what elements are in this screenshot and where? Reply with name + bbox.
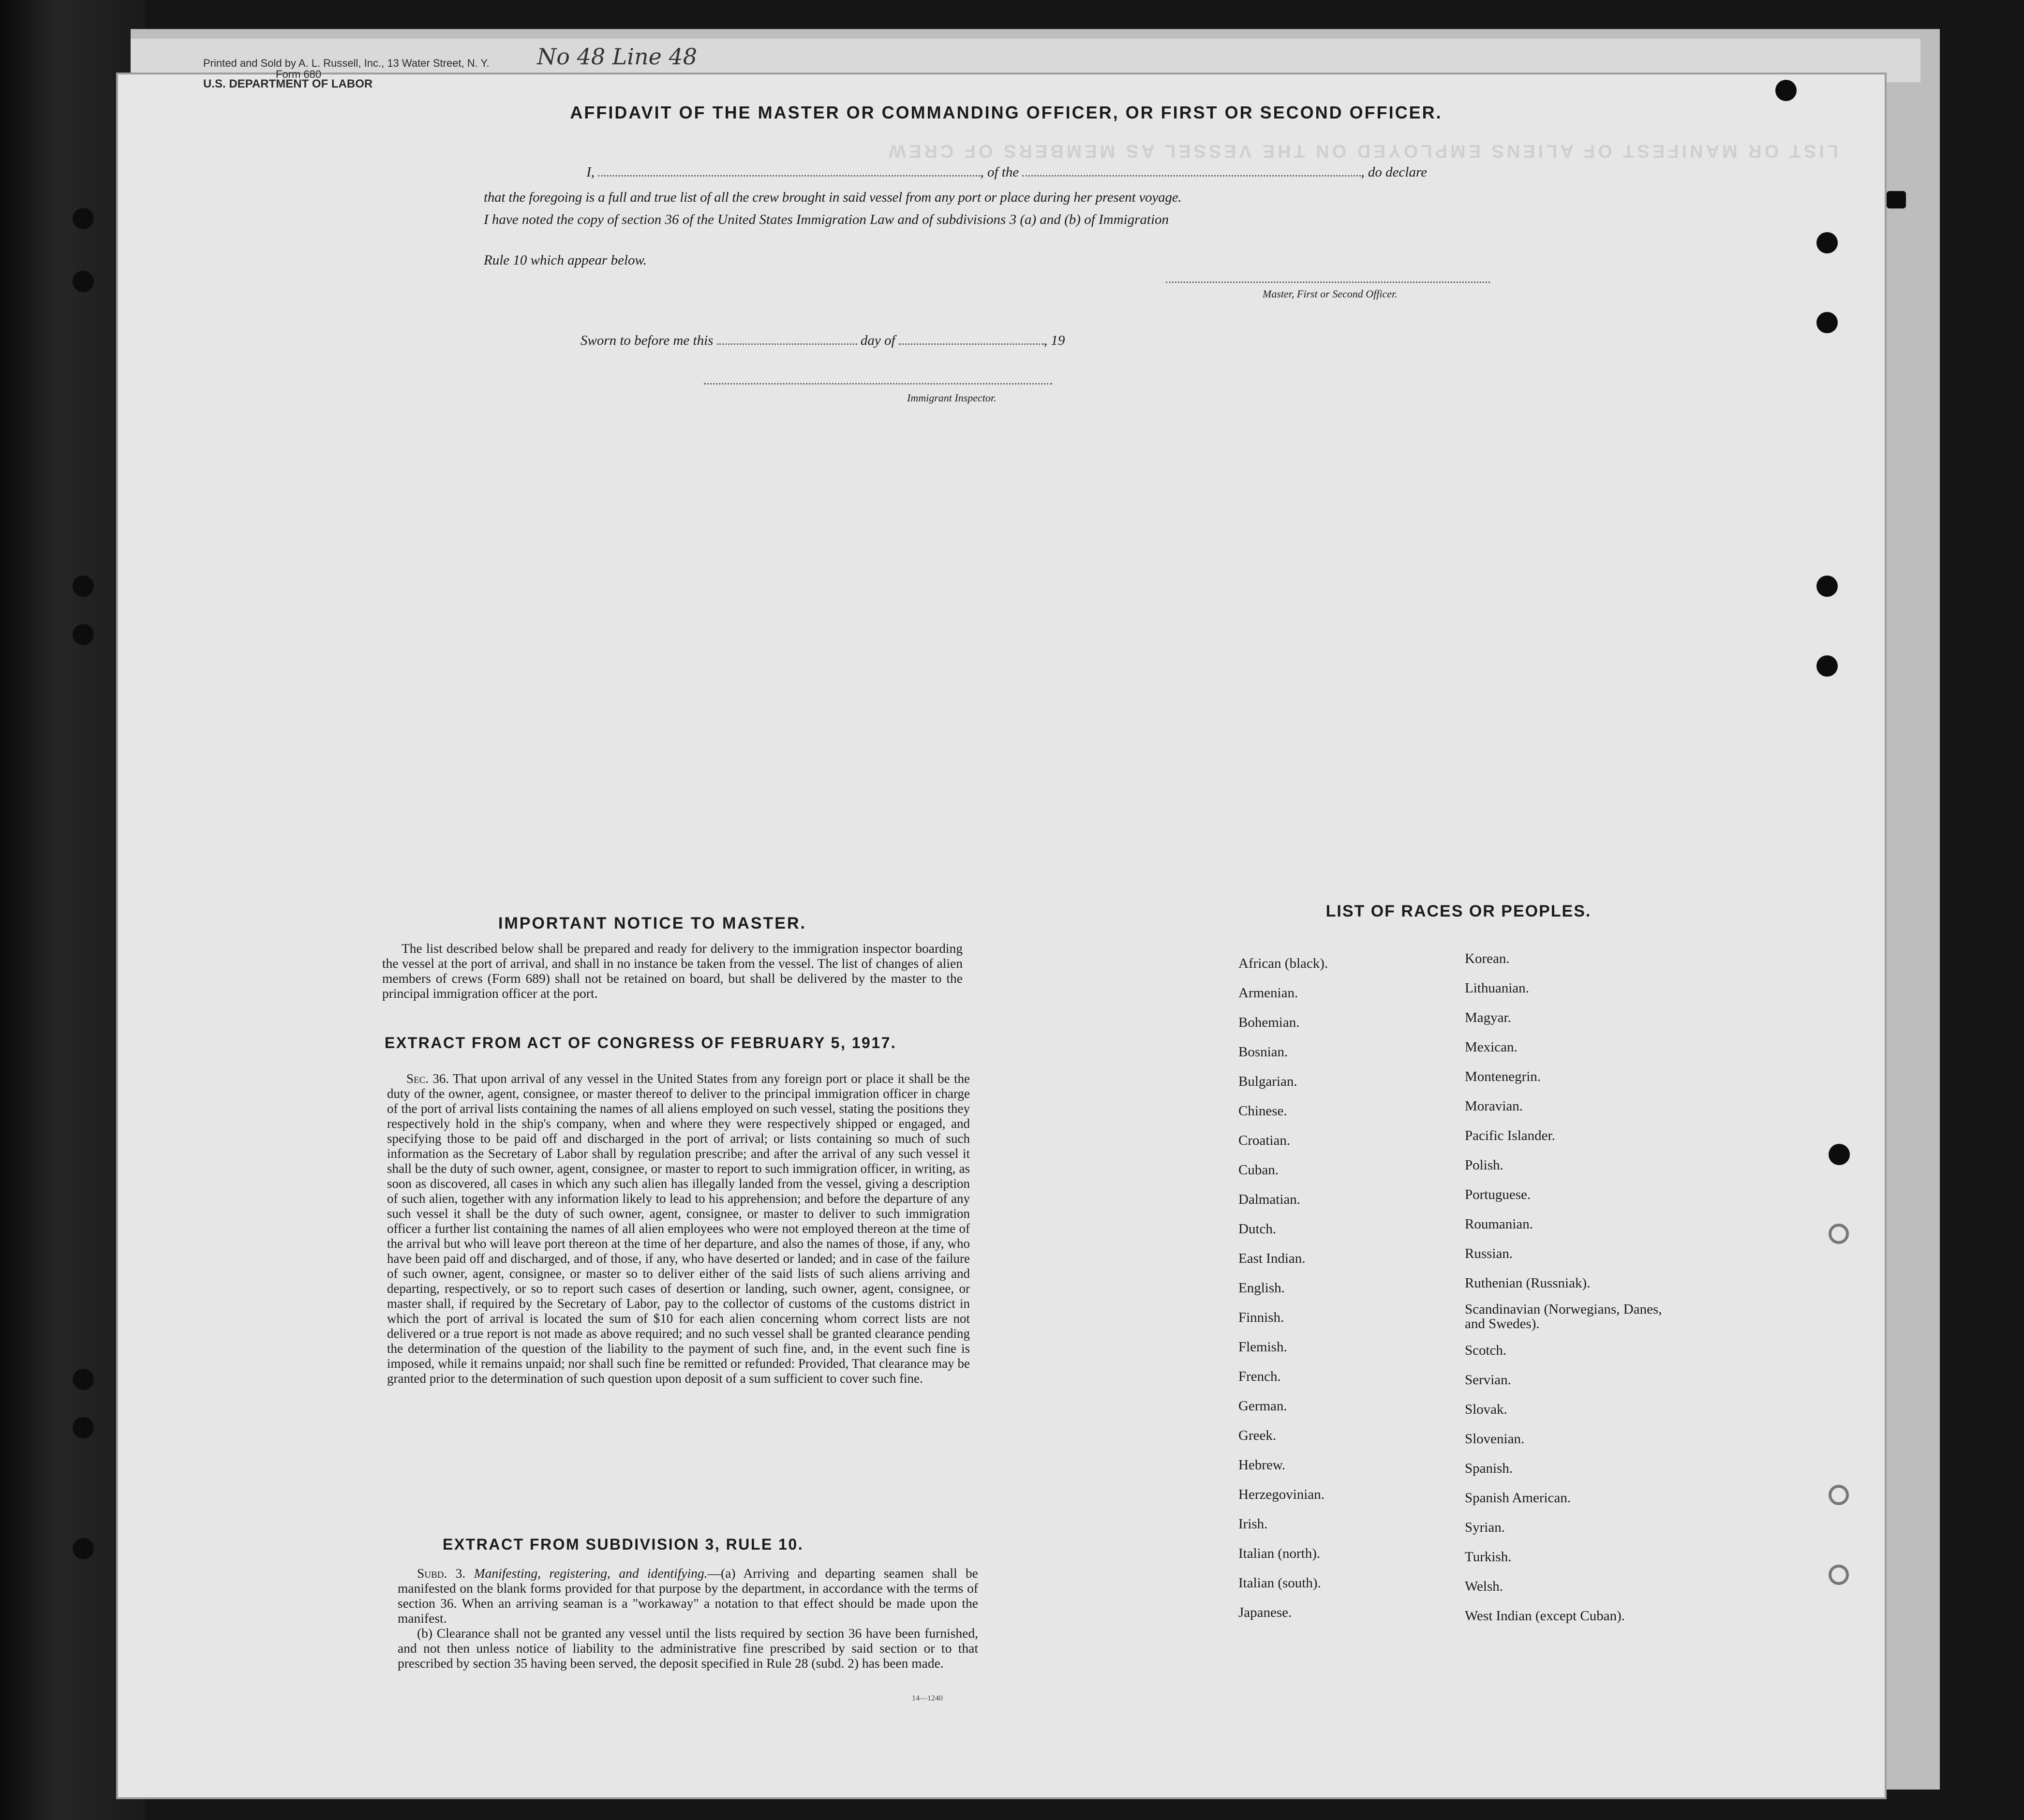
race-item: Montenegrin. [1465,1069,1541,1084]
punch-hole-icon [1816,232,1838,253]
race-item: Pacific Islander. [1465,1128,1555,1143]
department-line: U.S. DEPARTMENT OF LABOR [203,77,373,90]
punch-hole-icon [1816,576,1838,597]
handwritten-note: No 48 Line 48 [537,44,697,70]
binder-hole-icon [73,624,94,645]
rule-para-a-text: —(a) Arriving and departing seamen shall be manifested on the blank forms provided for that purpose by the department, in accordance with the terms of section 36. When an arriving seaman is a "workaway" a notation to that effect should be made upon the manifest. [398,1566,978,1626]
race-item: Polish. [1465,1157,1503,1173]
race-item: Finnish. [1238,1310,1284,1325]
race-item: Italian (south). [1238,1575,1321,1591]
race-item: Bulgarian. [1238,1074,1297,1089]
race-item: Cuban. [1238,1162,1279,1178]
affidavit-line-1 [484,164,1490,180]
sworn-year: , 19 [1043,333,1065,348]
races-title: LIST OF RACES OR PEOPLES. [1325,902,1592,920]
binder-tab-icon [1887,191,1906,208]
race-item: German. [1238,1398,1287,1414]
race-item: Scotch. [1465,1343,1507,1358]
punch-hole-icon [1816,655,1838,677]
race-item: Roumanian. [1465,1216,1533,1232]
race-item: Magyar. [1465,1010,1511,1025]
act-extract-body: That upon arrival of any vessel in the United States from any foreign port or place it shall be the duty of the owner, agent, consignee, or master thereof to deliver to the principal immigration officer in charge of the port of arrival lists containing the names of all aliens employed on such vessel, stating the positions they respectively hold in the ship's company, when and where they were respectively shipped or engaged, and specifying those to be paid off and discharged in the port of arrival; or lists containing so much of such information as the Secretary of Labor shall by regulation prescribe; and after the arrival of any such vessel it shall be the duty of such owner, agent, consignee, or master to report to such immigration officer, in writing, as soon as discovered, all cases in which any such alien has illegally landed from the vessel, giving a description of such alien, together with any information likely to lead to his apprehension; and before the departure of any such vessel it shall be the duty of such owner, agent, consignee, or master to deliver to such immigration officer a further list containing the names of all alien employees who were not employed thereon at the time of the arrival but who will leave port thereon at the time of her departure, and also the names of those, if any, who have been paid off and discharged, and of those, if any, who have deserted or landed; and in case of the failure of such owner, agent, consignee, or master so to deliver either of the said lists of such aliens arriving and departing, respectively, or so to report such cases of desertion or landing, such owner, agent, consignee, or master shall, if required by the Secretary of Labor, pay to the collector of customs of the customs district in which the port of arrival is located the sum of $10 for each alien concerning whom correct lists are not delivered or a true report is not made as above required; and no such vessel shall be granted clearance pending the determination of the question of the liability to the payment of such fine, and, in the event such fine is imposed, while it remains unpaid; nor shall such fine be remitted or refunded: Provided, That clearance may be granted prior to the determination of such question upon deposit of a sum sufficient to cover such fine. [387,1071,970,1386]
act-extract-text [387,1071,970,1386]
rule-para-b: (b) Clearance shall not be granted any vessel until the lists required by section 36 have been furnished, and not then unless notice of liability to the administrative fine prescribed by said section or to that prescribed by section 35 having been served, the deposit specified in Rule 28 (subd. 2) has been made. [398,1626,978,1671]
race-item: African (black). [1238,956,1328,971]
race-item: Slovak. [1465,1402,1507,1417]
race-item: Spanish. [1465,1461,1513,1476]
race-item: Scandinavian (Norwegians, Danes, and Swedes). [1465,1302,1662,1332]
race-item: Korean. [1465,951,1510,966]
sworn-day-of: day of [860,333,895,348]
ring-hole-icon [1829,1485,1849,1505]
race-item: French. [1238,1369,1281,1384]
rule-extract-title: EXTRACT FROM SUBDIVISION 3, RULE 10. [443,1536,804,1553]
sworn-line [580,333,1161,349]
race-item: Moravian. [1465,1098,1523,1114]
affidavit-line-4: Rule 10 which appear below. [484,252,647,268]
sworn-text: Sworn to before me this [580,333,714,348]
binder-hole-icon [73,271,94,292]
race-item: Herzegovinian. [1238,1487,1325,1502]
race-item: Bohemian. [1238,1015,1300,1030]
inspector-signature-label: Immigrant Inspector. [907,392,997,404]
race-item: Servian. [1465,1372,1511,1388]
race-item: Welsh. [1465,1579,1503,1594]
race-item: Flemish. [1238,1339,1287,1355]
binder-hole-icon [73,208,94,229]
inspector-signature-line [704,382,1052,385]
rule-para-a [398,1566,978,1626]
race-item: Hebrew. [1238,1457,1286,1473]
binder-hole-icon [73,1417,94,1438]
affidavit-i: I, [586,164,595,180]
affidavit-title: AFFIDAVIT OF THE MASTER OR COMMANDING OFFICER, OR FIRST OR SECOND OFFICER. [570,103,1443,122]
ring-hole-icon [1829,1565,1849,1585]
subd-heading: Manifesting, registering, and identifying. [474,1566,708,1581]
race-item: Portuguese. [1465,1187,1531,1202]
master-signature-label: Master, First or Second Officer. [1263,288,1398,300]
race-item: Italian (north). [1238,1546,1321,1561]
binder-hole-icon [73,576,94,597]
race-item: Slovenian. [1465,1431,1525,1447]
race-item: Irish. [1238,1516,1268,1532]
race-item: Ruthenian (Russniak). [1465,1275,1591,1291]
affidavit-line-3: I have noted the copy of section 36 of the United States Immigration Law and of subdivisions 3 (a) and (b) of Immigration [484,212,1169,227]
race-item: West Indian (except Cuban). [1465,1608,1625,1624]
race-item: Chinese. [1238,1103,1287,1119]
races-right-column [1465,944,1668,1631]
race-item: Dutch. [1238,1221,1277,1237]
printer-line: Printed and Sold by A. L. Russell, Inc., 13 Water Street, N. Y. [203,57,490,69]
notice-text [382,941,963,1001]
race-item: Dalmatian. [1238,1192,1301,1207]
bleed-through-heading: LIST OR MANIFEST OF ALIENS EMPLOYED ON THE VESSEL AS MEMBERS OF CREW [886,141,1838,161]
race-item: Russian. [1465,1246,1513,1261]
sec-label: Sec. 36. [406,1071,449,1086]
race-item: Bosnian. [1238,1044,1288,1060]
race-item: Spanish American. [1465,1490,1571,1506]
race-item: Syrian. [1465,1520,1505,1535]
footer-form-code: 14—1240 [912,1694,943,1702]
race-item: Armenian. [1238,985,1298,1001]
races-left-column [1238,949,1328,1628]
race-item: Mexican. [1465,1039,1518,1055]
race-item: East Indian. [1238,1251,1306,1266]
affidavit-declare: , do declare [1361,164,1428,180]
notice-title: IMPORTANT NOTICE TO MASTER. [498,914,806,932]
race-item: Croatian. [1238,1133,1291,1148]
master-signature-line [1166,281,1490,283]
punch-hole-icon [1816,312,1838,333]
race-item: Greek. [1238,1428,1277,1443]
race-item: English. [1238,1280,1285,1296]
act-extract-title: EXTRACT FROM ACT OF CONGRESS OF FEBRUARY 5, 1917. [385,1034,897,1051]
affidavit-line-2: that the foregoing is a full and true list of all the crew brought in said vessel from any port or place during her present voyage. [484,190,1182,205]
binder-hole-icon [73,1538,94,1559]
ring-hole-icon [1829,1224,1849,1244]
race-item: Japanese. [1238,1605,1292,1620]
act-extract-paragraph [387,1071,970,1386]
subd-label: Subd. 3. [417,1566,466,1581]
affidavit-of-the: , of the [980,164,1019,180]
binder-hole-icon [73,1369,94,1390]
punch-hole-icon [1829,1144,1850,1165]
punch-hole-icon [1775,80,1797,101]
notice-paragraph: The list described below shall be prepared and ready for delivery to the immigration inspector boarding the vessel at the port of arrival, and shall in no instance be taken from the vessel. The list of changes of alien members of crews (Form 689) shall not be retained on board, but shall be delivered by the master to the principal immigration officer at the port. [382,941,963,1001]
race-item: Turkish. [1465,1549,1512,1565]
form-number: Form 680 [276,68,322,80]
rule-extract-text [398,1566,978,1671]
race-item: Lithuanian. [1465,980,1529,996]
